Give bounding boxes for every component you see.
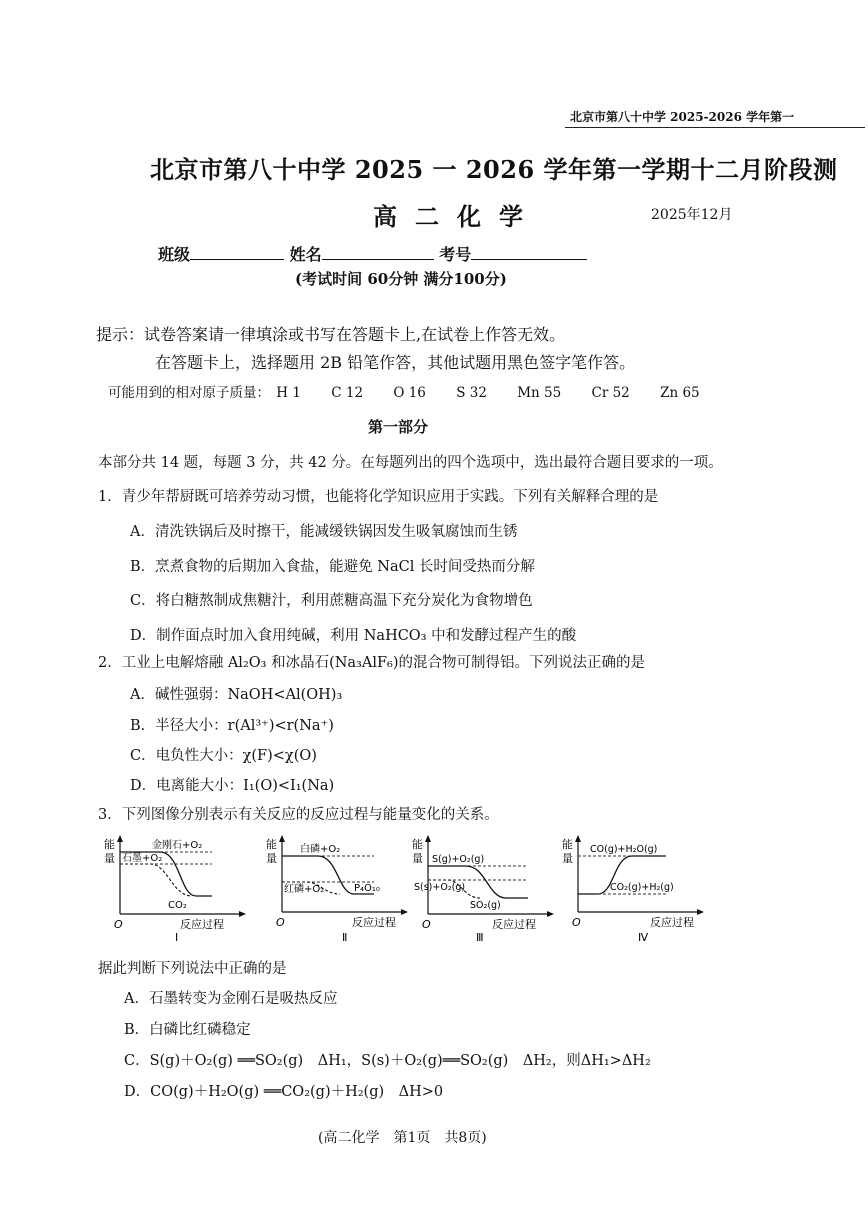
exam-title: 北京市第八十中学 2025 一 2026 学年第一学期十二月阶段测 [150,155,838,184]
exam-date: 2025年12月 [651,207,733,223]
graph-2-top-label: 白磷+O₂ [300,844,341,855]
graph-2-roman: Ⅱ [342,931,348,942]
graph-3-origin: O [422,918,431,931]
student-info-row [158,242,587,265]
graph-1-top-label: 金刚石+O₂ [152,840,203,851]
graph-2-bottom-label: P₄O₁₀ [354,883,380,894]
graph-1-origin: O [114,918,123,931]
q2-option-a: A．碱性强弱：NaOH<Al(OH)₃ [130,687,343,703]
graph-3-xlabel: 反应过程 [492,918,536,931]
graph-2-origin: O [276,916,285,929]
tip-line-1: 提示：试卷答案请一律填涂或书写在答题卡上,在试卷上作答无效。 [96,325,566,344]
class-label: 班级 [158,245,191,264]
atom-zn: Zn 65 [660,385,700,401]
energy-graph-1 [100,832,250,942]
graph-3-bottom-label: SO₂(g) [470,900,501,911]
class-blank [190,245,284,260]
graph-2-ylabel-a: 能 [266,838,277,851]
graph-4-origin: O [572,916,581,929]
number-blank [471,245,587,260]
graph-4-top-label: CO(g)+H₂O(g) [590,844,658,855]
q3-option-a: A．石墨转变为金刚石是吸热反应 [124,991,338,1007]
graph-3-ylabel-a: 能 [412,838,423,851]
q3-after-text: 据此判断下列说法中正确的是 [98,961,287,977]
graph-2-mid-label: 红磷+O₂ [284,884,325,895]
q2-option-d: D．电离能大小：I₁(O)<I₁(Na) [130,778,335,794]
q1-option-a: A．清洗铁锅后及时擦干，能减缓铁锅因发生吸氧腐蚀而生锈 [130,524,518,540]
graph-3-mid-label: S(s)+O₂(g) [414,882,466,893]
q1-option-b: B．烹煮食物的后期加入食盐，能避免 NaCl 长时间受热而分解 [130,559,535,575]
graph-3-ylabel-b: 量 [412,852,423,865]
number-label: 考号 [439,245,472,264]
graph-3-top-label: S(g)+O₂(g) [432,854,485,865]
graph-1-xlabel: 反应过程 [180,918,224,931]
atom-s: S 32 [456,385,487,401]
name-label: 姓名 [289,245,322,264]
graph-1-mid-label: 石墨+O₂ [122,853,163,864]
graph-4-bottom-label: CO₂(g)+H₂(g) [610,882,674,893]
part-one-title: 第一部分 [368,418,429,436]
graph-1-ylabel-a: 能 [104,838,115,851]
q2-stem: 2．工业上电解熔融 Al₂O₃ 和冰晶石(Na₃AlF₆)的混合物可制得铝。下列说法正确的是 [98,655,646,671]
q2-option-b: B．半径大小：r(Al³⁺)<r(Na⁺) [130,718,334,734]
energy-graph-2 [262,832,412,942]
graph-4-roman: Ⅳ [638,931,649,942]
graph-3-roman: Ⅲ [476,931,484,942]
atomic-mass-label: 可能用到的相对原子质量： [108,385,270,401]
exam-subject: 高二化学 [373,202,541,231]
graph-2-xlabel: 反应过程 [352,916,396,929]
atom-o: O 16 [393,385,426,401]
name-blank [322,245,434,260]
graph-1-bottom-label: CO₂ [168,900,187,911]
graph-4-xlabel: 反应过程 [650,916,694,929]
q2-option-c: C．电负性大小：χ(F)<χ(O) [130,748,317,764]
atom-cr: Cr 52 [591,385,630,401]
header-rule [565,127,865,128]
energy-graph-3 [408,832,558,942]
atom-h: H 1 [276,385,301,401]
graph-4-ylabel-b: 量 [562,852,573,865]
q1-option-c: C．将白糖熬制成焦糖汁，利用蔗糖高温下充分炭化为食物增色 [130,593,533,609]
q3-option-d: D．CO(g)＋H₂O(g) ══CO₂(g)＋H₂(g) ΔH>0 [124,1084,444,1100]
exam-time-note: (考试时间 60分钟 满分100分) [295,270,507,288]
graph-1-roman: Ⅰ [175,931,179,942]
energy-graph-4 [558,832,708,942]
graph-4-ylabel-a: 能 [562,838,573,851]
q1-stem: 1．青少年帮厨既可培养劳动习惯，也能将化学知识应用于实践。下列有关解释合理的是 [98,489,659,505]
q1-option-d: D．制作面点时加入食用纯碱，利用 NaHCO₃ 中和发酵过程产生的酸 [130,628,577,644]
q3-option-b: B．白磷比红磷稳定 [124,1022,251,1038]
graph-2-ylabel-b: 量 [266,852,277,865]
atom-c: C 12 [331,385,364,401]
tip-line-2: 在答题卡上，选择题用 2B 铅笔作答，其他试题用黑色签字笔作答。 [155,353,636,372]
atomic-mass-row [108,381,726,401]
part-one-intro: 本部分共 14 题，每题 3 分，共 42 分。在每题列出的四个选项中，选出最符合题目要求的一项。 [98,455,723,471]
q3-option-c: C．S(g)＋O₂(g) ══SO₂(g) ΔH₁，S(s)＋O₂(g)══SO₂(g) ΔH₂，则ΔH₁>ΔH₂ [124,1053,651,1069]
running-header: 北京市第八十中学 2025-2026 学年第一 [570,110,795,124]
q3-stem: 3．下列图像分别表示有关反应的反应过程与能量变化的关系。 [98,807,499,823]
atom-mn: Mn 55 [517,385,562,401]
page-footer: (高二化学 第1页 共8页) [318,1130,487,1146]
graph-1-ylabel-b: 量 [104,852,115,865]
